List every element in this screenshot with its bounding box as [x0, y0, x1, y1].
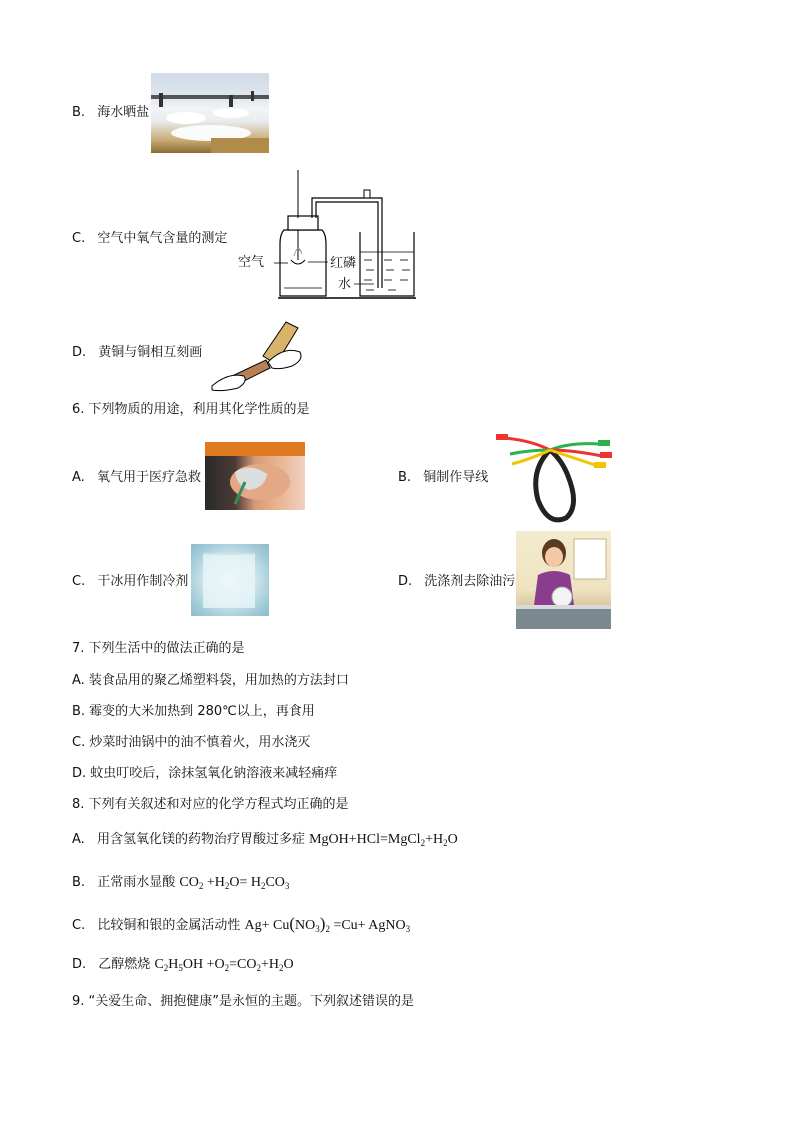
q7-option-a: A. 装食品用的聚乙烯塑料袋，用加热的方法封口 [72, 673, 349, 688]
q8-option-b [72, 875, 289, 891]
q5-option-c [72, 231, 227, 247]
q8-option-d-text: 乙醇燃烧 [98, 957, 151, 972]
q6-option-a-text: 氧气用于医疗急救 [96, 470, 201, 485]
q8-option-c-equation: $Ag+ Cu(NO_3)_2 =Cu+$ AgNO$_3$ [244, 914, 411, 934]
q5-option-b-letter: B. [72, 105, 86, 120]
q8-option-d [72, 957, 294, 973]
oxygen-mask-photo [205, 442, 305, 510]
q6-option-a [72, 470, 201, 486]
q6-option-c [72, 574, 188, 590]
q8-option-d-equation: $C_2H_5OH +O_2=CO_2+H_2O$ [154, 957, 294, 973]
q6-stem: 6. 下列物质的用途，利用其化学性质的是 [72, 402, 310, 417]
q6-option-d-letter: D. [398, 574, 413, 589]
q6-option-d [398, 574, 515, 590]
q8-option-c [72, 916, 410, 934]
q8-option-c-text: 比较铜和银的金属活动性 [97, 918, 241, 933]
q5-option-d [72, 345, 202, 361]
q8-option-a-text: 用含氢氧化镁的药物治疗胃酸过多症 [96, 832, 305, 847]
salt-pan-photo [151, 73, 269, 153]
q5-option-b [72, 105, 149, 121]
q8-stem: 8. 下列有关叙述和对应的化学方程式均正确的是 [72, 797, 349, 812]
label-air: 空气 [238, 255, 265, 270]
q6-option-b-letter: B. [398, 470, 412, 485]
q9-stem: 9. “关爱生命、拥抱健康”是永恒的主题。下列叙述错误的是 [72, 994, 415, 1009]
q6-option-d-text: 洗涤剂去除油污 [424, 574, 516, 589]
q6-option-b-text: 铜制作导线 [423, 470, 489, 485]
q5-option-c-letter: C. [72, 231, 86, 246]
q6-option-a-letter: A. [72, 470, 85, 485]
brass-scratch-illustration [208, 316, 306, 392]
oxygen-apparatus-diagram [236, 168, 418, 300]
copper-wires-photo [490, 430, 620, 526]
label-water: 水 [338, 277, 352, 292]
q5-option-d-text: 黄铜与铜相互刻画 [98, 345, 203, 360]
q8-option-c-letter: C. [72, 918, 86, 933]
q5-option-d-letter: D. [72, 345, 87, 360]
dishwashing-illustration [516, 531, 611, 629]
q5-option-c-text: 空气中氧气含量的测定 [97, 231, 228, 246]
q8-option-b-text: 正常雨水显酸 [97, 875, 176, 890]
q8-option-a-equation: $MgOH+HCl=MgCl_2+H_2O$ [309, 832, 458, 848]
q8-option-d-letter: D. [72, 957, 87, 972]
q7-option-b: B. 霉变的大米加热到 280℃以上，再食用 [72, 704, 315, 719]
q8-option-a [72, 832, 458, 848]
q8-option-b-letter: B. [72, 875, 86, 890]
q7-option-c: C. 炒菜时油锅中的油不慎着火，用水浇灭 [72, 735, 311, 750]
label-red-phosphorus: 红磷 [330, 256, 357, 271]
q8-option-a-letter: A. [72, 832, 85, 847]
q7-option-d: D. 蚊虫叮咬后，涂抹氢氧化钠溶液来减轻痛痒 [72, 766, 338, 781]
q5-option-b-text: 海水晒盐 [97, 105, 150, 120]
q8-option-b-equation: $CO_2 +H_2O= H_2CO_3$ [179, 875, 290, 891]
q6-option-b [398, 470, 488, 486]
q7-stem: 7. 下列生活中的做法正确的是 [72, 641, 245, 656]
dry-ice-photo [191, 544, 269, 616]
q6-option-c-letter: C. [72, 574, 86, 589]
q6-option-c-text: 干冰用作制冷剂 [97, 574, 189, 589]
